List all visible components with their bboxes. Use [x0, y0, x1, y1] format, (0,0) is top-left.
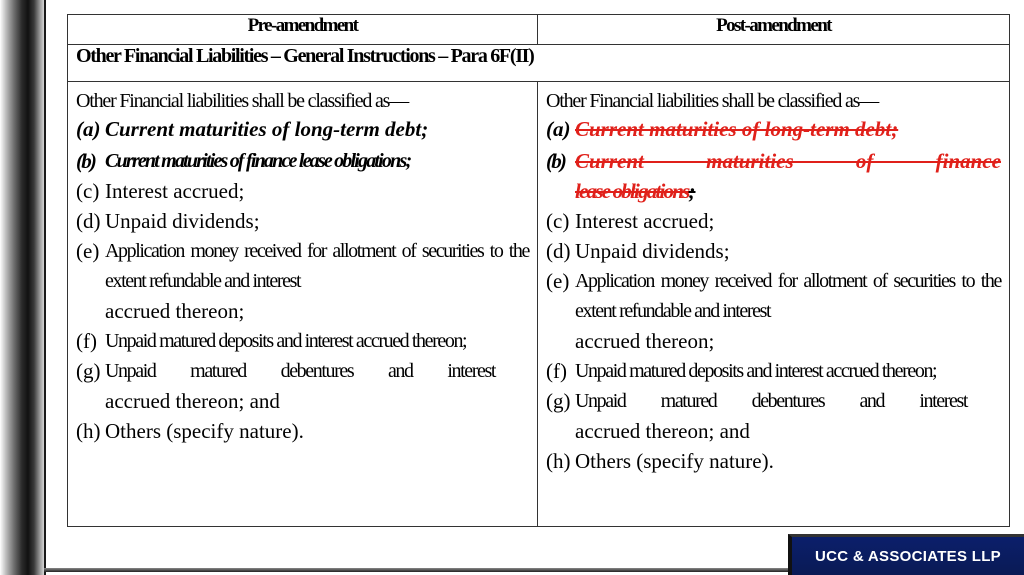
item-marker: (c) [76, 179, 100, 203]
section-row [68, 45, 1010, 82]
item-marker: (e) [546, 269, 570, 293]
firm-name: UCC & ASSOCIATES LLP [814, 547, 1001, 565]
item-text: Application money received for allotment of securities to the extent refundable and interest [575, 270, 1001, 322]
item-marker: (b) [546, 149, 566, 173]
left-decorative-bar [0, 0, 44, 575]
item-text: Current maturities of finance lease obligations; [105, 150, 411, 172]
item-text: Current maturities of long-term debt; [105, 117, 429, 141]
item-marker: (h) [546, 449, 571, 473]
item-text: Unpaid matured deposits and interest accrued thereon; [575, 360, 937, 382]
col-header-pre: Pre-amendment [68, 15, 538, 45]
item-text: Interest accrued; [105, 179, 245, 203]
item-text: Others (specify nature). [575, 449, 774, 473]
list-item [76, 236, 529, 326]
list-item [546, 206, 1001, 236]
item-text: Unpaid matured debentures and interest [105, 360, 495, 382]
item-marker: (b) [76, 149, 96, 173]
item-text: Interest accrued; [575, 209, 715, 233]
item-text: Unpaid matured deposits and interest accrued thereon; [105, 330, 467, 352]
item-text: Others (specify nature). [105, 419, 304, 443]
list-item [76, 206, 529, 236]
item-marker: (f) [546, 359, 567, 383]
item-marker: (e) [76, 239, 100, 263]
list-item [76, 416, 529, 446]
item-marker: (h) [76, 419, 101, 443]
item-text-struck: Current maturities of finance [575, 149, 1001, 173]
list-item [76, 326, 529, 356]
post-intro: Other Financial liabilities shall be classified as— [546, 90, 879, 112]
item-text: Unpaid dividends; [105, 209, 260, 233]
post-amendment-cell [538, 82, 1010, 527]
list-item [546, 446, 1001, 476]
list-item [546, 266, 1001, 356]
firm-badge [788, 534, 1024, 575]
list-item [76, 356, 529, 416]
item-marker: (d) [76, 209, 101, 233]
item-text-cont: accrued thereon; [105, 299, 245, 323]
item-text-cont: accrued thereon; [575, 329, 715, 353]
item-marker: (c) [546, 209, 570, 233]
comparison-table [67, 14, 1010, 527]
item-text-struck: Current maturities of long-term debt; [575, 117, 899, 141]
list-item [546, 146, 1001, 206]
list-item [546, 114, 1001, 144]
list-item [76, 176, 529, 206]
item-text-end: ; [688, 179, 696, 203]
item-text-cont: accrued thereon; and [575, 419, 750, 443]
item-text-cont: accrued thereon; and [105, 389, 280, 413]
list-item [546, 236, 1001, 266]
item-marker: (d) [546, 239, 571, 263]
pre-intro: Other Financial liabilities shall be classified as— [76, 90, 409, 112]
list-item [76, 146, 529, 176]
item-marker: (f) [76, 329, 97, 353]
pre-list [76, 114, 529, 446]
item-marker: (g) [546, 389, 571, 413]
list-item [76, 114, 529, 144]
item-text: Unpaid matured debentures and interest [575, 390, 967, 412]
content-row [68, 82, 1010, 527]
header-row [68, 15, 1010, 45]
list-item [546, 386, 1001, 446]
list-item [546, 356, 1001, 386]
item-text: Unpaid dividends; [575, 239, 730, 263]
post-list [546, 114, 1001, 476]
section-title: Other Financial Liabilities – General Instructions – Para 6F(II) [68, 45, 1010, 82]
item-marker: (g) [76, 359, 101, 383]
pre-amendment-cell [68, 82, 538, 527]
item-marker: (a) [76, 117, 101, 141]
col-header-post: Post-amendment [538, 15, 1010, 45]
item-text: Application money received for allotment of securities to the extent refundable and interest [105, 240, 529, 292]
item-text-struck-cont: lease obligations [575, 179, 689, 203]
item-marker: (a) [546, 117, 571, 141]
